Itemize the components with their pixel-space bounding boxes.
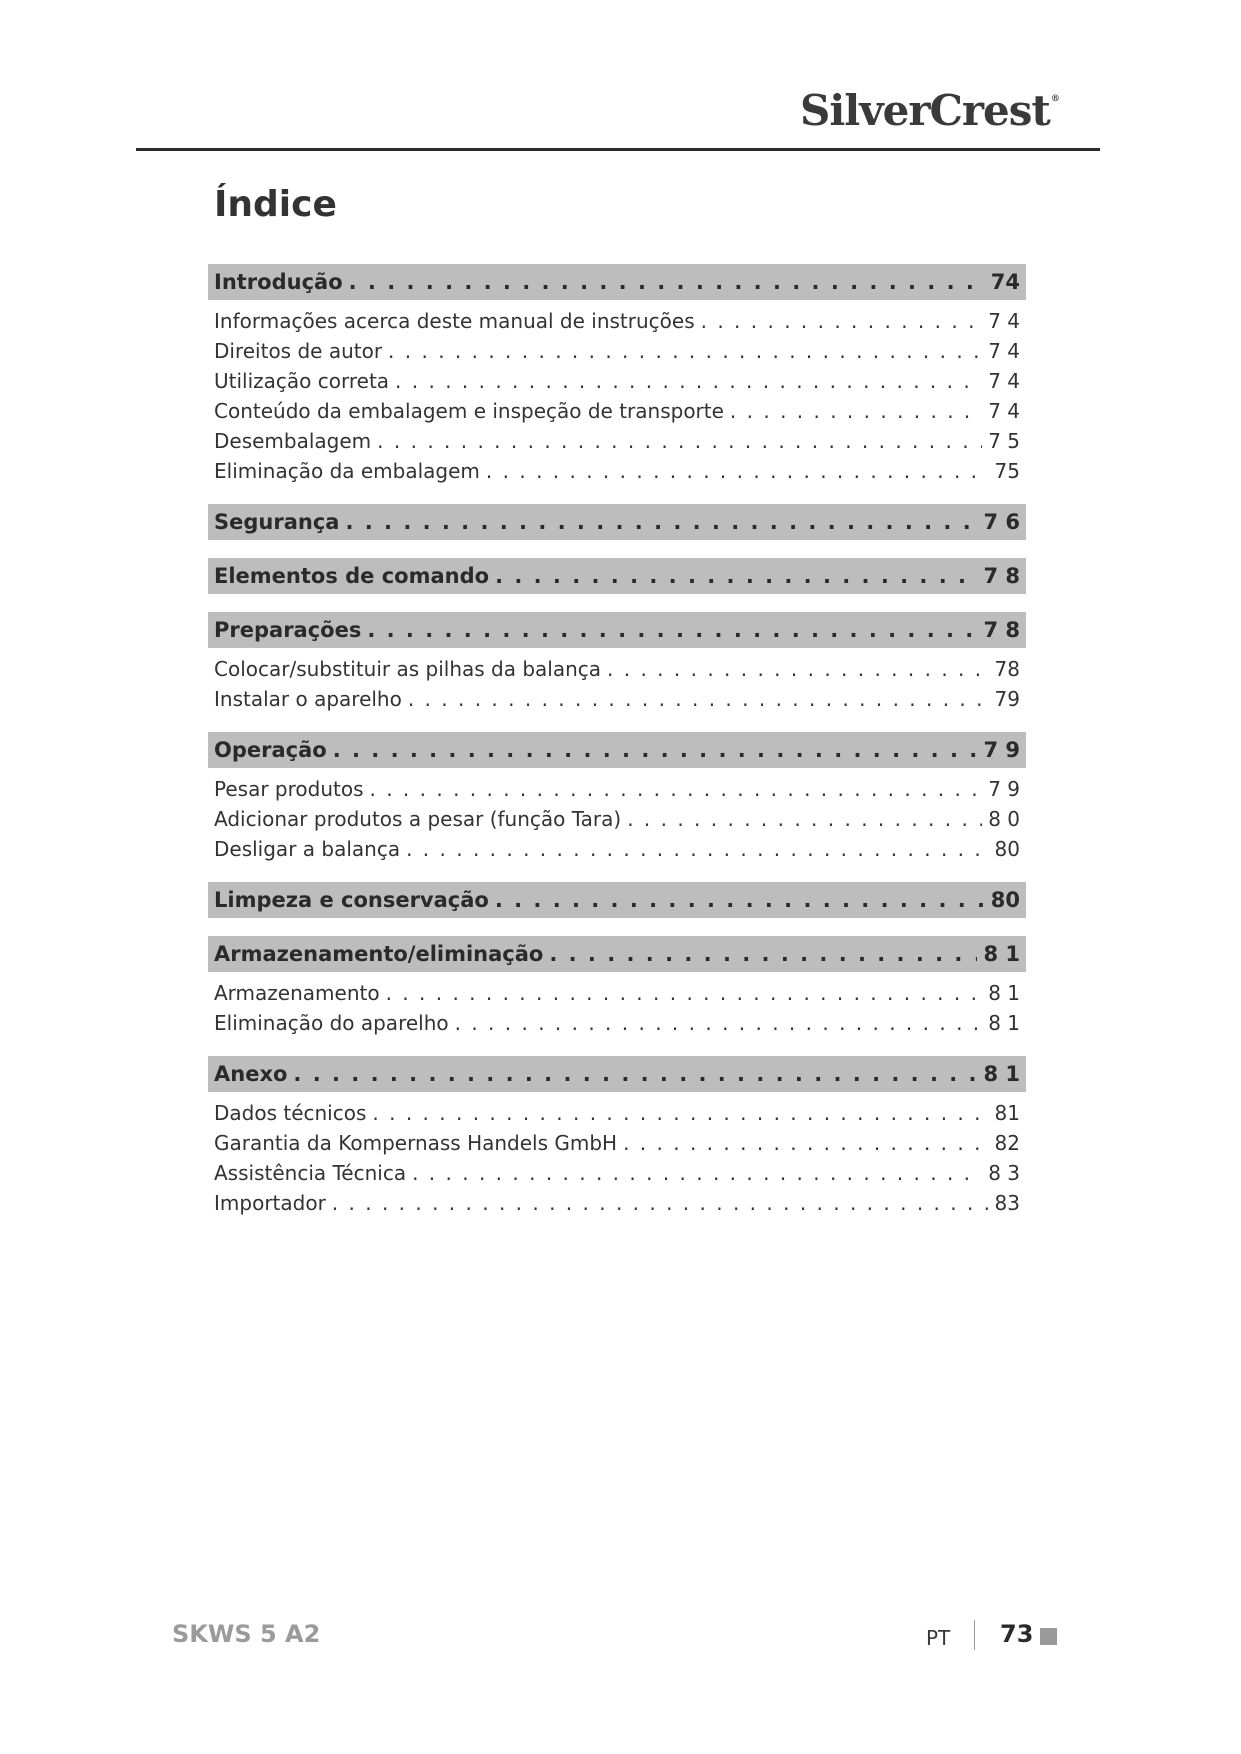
- toc-item-label: Adicionar produtos a pesar (função Tara): [214, 807, 622, 831]
- toc-item-label: Informações acerca deste manual de instruções: [214, 309, 695, 333]
- dot-leader: [623, 1128, 988, 1158]
- dot-leader: [408, 684, 989, 714]
- dot-leader: [345, 504, 977, 540]
- toc-heading[interactable]: [208, 732, 1026, 768]
- dot-leader: [372, 1098, 988, 1128]
- toc-item[interactable]: [208, 1188, 1026, 1218]
- toc-section: [208, 558, 1026, 594]
- toc-heading-label: Operação: [214, 738, 327, 762]
- dot-leader: [377, 426, 982, 456]
- dot-leader: [293, 1056, 977, 1092]
- toc-item-label: Pesar produtos: [214, 777, 364, 801]
- toc-item[interactable]: [208, 978, 1026, 1008]
- toc-item[interactable]: [208, 306, 1026, 336]
- toc-heading-page: 7 8: [983, 618, 1020, 642]
- toc-item-page: 82: [994, 1131, 1020, 1155]
- toc-item-page: 7 9: [988, 777, 1020, 801]
- toc-heading-label: Introdução: [214, 270, 343, 294]
- toc-item-page: 8 3: [988, 1161, 1020, 1185]
- toc-heading-page: 8 1: [983, 1062, 1020, 1086]
- toc-heading-page: 8 1: [983, 942, 1020, 966]
- dot-leader: [701, 306, 983, 336]
- dot-leader: [730, 396, 982, 426]
- dot-leader: [388, 336, 982, 366]
- toc-heading[interactable]: [208, 612, 1026, 648]
- toc-heading-page: 7 9: [983, 738, 1020, 762]
- footer-page-number: 73: [1000, 1620, 1034, 1648]
- toc-heading-label: Anexo: [214, 1062, 288, 1086]
- dot-leader: [332, 1188, 989, 1218]
- toc-section: [208, 1056, 1026, 1218]
- toc-item-label: Armazenamento: [214, 981, 380, 1005]
- toc-heading[interactable]: [208, 264, 1026, 300]
- toc-item-page: 78: [994, 657, 1020, 681]
- toc-heading[interactable]: [208, 936, 1026, 972]
- toc-item[interactable]: [208, 426, 1026, 456]
- dot-leader: [549, 936, 977, 972]
- dot-leader: [455, 1008, 983, 1038]
- toc-item[interactable]: [208, 804, 1026, 834]
- footer-model: SKWS 5 A2: [172, 1620, 321, 1648]
- dot-leader: [349, 264, 985, 300]
- toc-section: [208, 612, 1026, 714]
- toc-item-page: 8 1: [988, 1011, 1020, 1035]
- toc-item-page: 7 4: [988, 399, 1020, 423]
- toc-item-label: Importador: [214, 1191, 326, 1215]
- dot-leader: [333, 732, 978, 768]
- footer-square-icon: [1040, 1628, 1057, 1645]
- toc-item-label: Desembalagem: [214, 429, 372, 453]
- toc-item-page: 79: [994, 687, 1020, 711]
- toc-item-label: Utilização correta: [214, 369, 390, 393]
- dot-leader: [370, 774, 983, 804]
- toc-item[interactable]: [208, 456, 1026, 486]
- toc-item[interactable]: [208, 1128, 1026, 1158]
- toc-item-page: 7 4: [988, 339, 1020, 363]
- toc-heading-label: Limpeza e conservação: [214, 888, 489, 912]
- toc-item-label: Instalar o aparelho: [214, 687, 402, 711]
- toc-item[interactable]: [208, 1098, 1026, 1128]
- toc-item[interactable]: [208, 684, 1026, 714]
- toc-item-page: 83: [994, 1191, 1020, 1215]
- header-rule: [136, 148, 1100, 151]
- toc-heading-label: Segurança: [214, 510, 340, 534]
- toc-heading-page: 80: [990, 888, 1020, 912]
- toc-section: [208, 264, 1026, 486]
- toc-section: [208, 504, 1026, 540]
- toc-heading-label: Elementos de comando: [214, 564, 490, 588]
- toc-heading[interactable]: [208, 882, 1026, 918]
- toc-section: [208, 732, 1026, 864]
- toc-item-page: 7 4: [988, 309, 1020, 333]
- dot-leader: [406, 834, 988, 864]
- footer-separator: [974, 1620, 975, 1650]
- toc-item[interactable]: [208, 654, 1026, 684]
- toc-item-page: 80: [994, 837, 1020, 861]
- dot-leader: [495, 558, 977, 594]
- toc-item[interactable]: [208, 774, 1026, 804]
- dot-leader: [386, 978, 983, 1008]
- toc-item-label: Colocar/substituir as pilhas da balança: [214, 657, 602, 681]
- toc-heading[interactable]: [208, 1056, 1026, 1092]
- toc-item-label: Eliminação da embalagem: [214, 459, 480, 483]
- toc-item[interactable]: [208, 336, 1026, 366]
- toc-item-label: Garantia da Kompernass Handels GmbH: [214, 1131, 618, 1155]
- toc-heading-page: 7 6: [983, 510, 1020, 534]
- toc-heading[interactable]: [208, 504, 1026, 540]
- footer-language: PT: [926, 1626, 951, 1650]
- dot-leader: [627, 804, 982, 834]
- dot-leader: [607, 654, 989, 684]
- brand-logo: [800, 86, 1059, 135]
- toc-item-page: 7 4: [988, 369, 1020, 393]
- toc-item-label: Eliminação do aparelho: [214, 1011, 449, 1035]
- toc-item[interactable]: [208, 396, 1026, 426]
- toc-item-label: Conteúdo da embalagem e inspeção de transporte: [214, 399, 724, 423]
- toc-section: [208, 882, 1026, 918]
- toc-item-page: 8 1: [988, 981, 1020, 1005]
- toc-item-label: Direitos de autor: [214, 339, 383, 363]
- toc-item-page: 8 0: [988, 807, 1020, 831]
- table-of-contents: [208, 264, 1026, 1236]
- brand-name: SilverCrest: [800, 86, 1050, 135]
- dot-leader: [486, 456, 989, 486]
- dot-leader: [395, 366, 982, 396]
- toc-section: [208, 936, 1026, 1038]
- dot-leader: [412, 1158, 982, 1188]
- toc-heading-label: Preparações: [214, 618, 362, 642]
- toc-heading-label: Armazenamento/eliminação: [214, 942, 544, 966]
- page-title: Índice: [214, 184, 337, 225]
- toc-item-page: 81: [994, 1101, 1020, 1125]
- toc-item-label: Desligar a balança: [214, 837, 401, 861]
- toc-item[interactable]: [208, 1158, 1026, 1188]
- toc-heading[interactable]: [208, 558, 1026, 594]
- dot-leader: [495, 882, 985, 918]
- toc-item[interactable]: [208, 366, 1026, 396]
- toc-item[interactable]: [208, 1008, 1026, 1038]
- toc-item-label: Dados técnicos: [214, 1101, 367, 1125]
- toc-item-label: Assistência Técnica: [214, 1161, 407, 1185]
- dot-leader: [367, 612, 977, 648]
- toc-heading-page: 74: [990, 270, 1020, 294]
- toc-item-page: 7 5: [988, 429, 1020, 453]
- toc-heading-page: 7 8: [983, 564, 1020, 588]
- toc-item-page: 75: [994, 459, 1020, 483]
- registered-mark: ®: [1050, 94, 1059, 104]
- toc-item[interactable]: [208, 834, 1026, 864]
